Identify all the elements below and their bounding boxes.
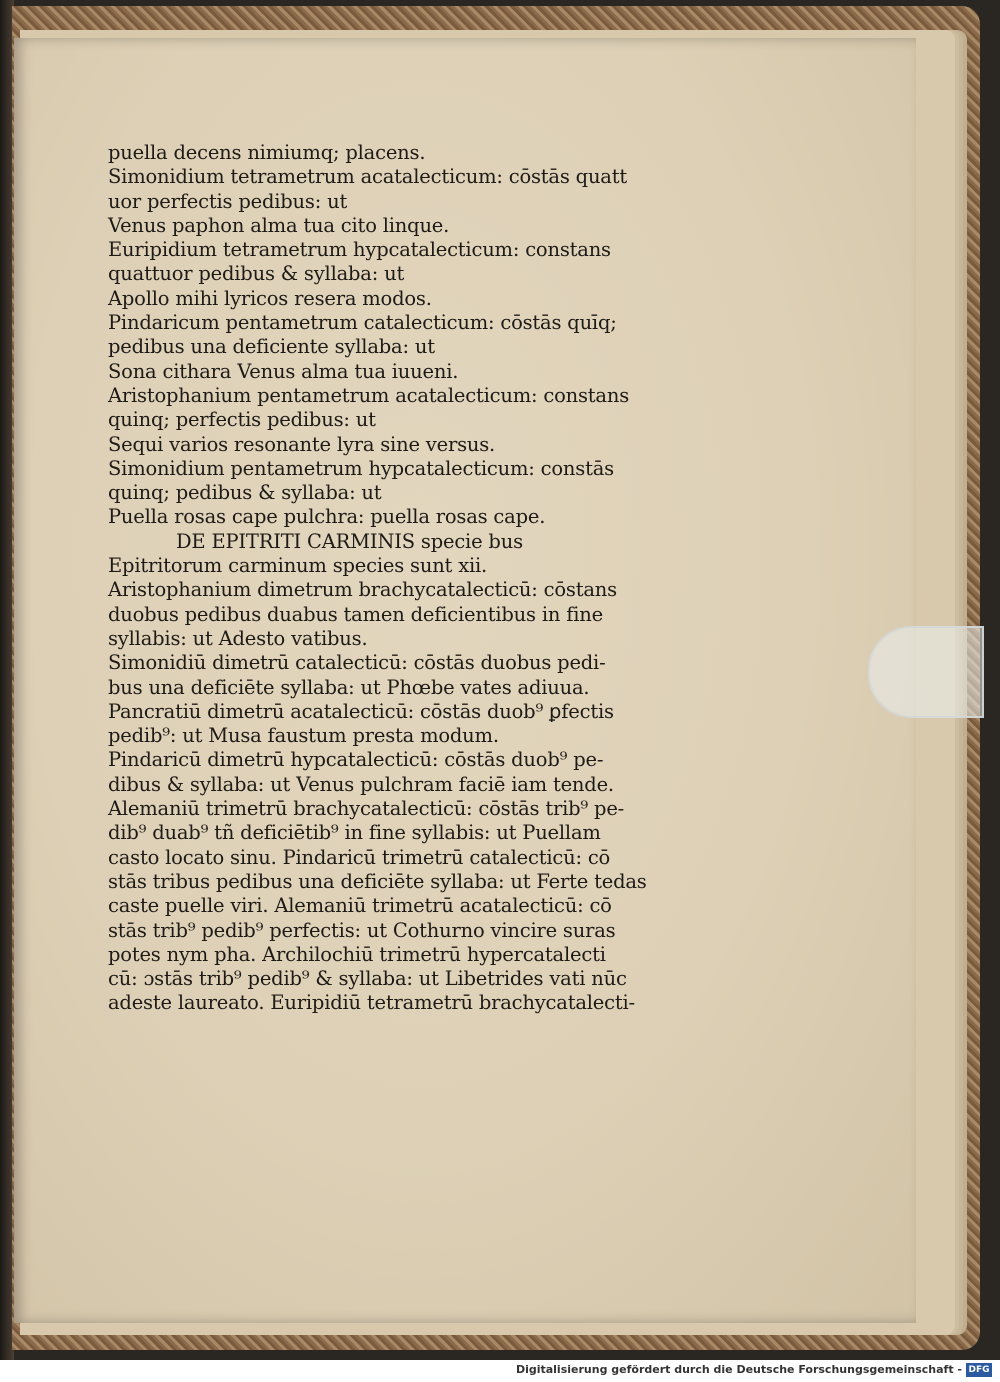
text-line: Epitritorum carminum species sunt xii. bbox=[108, 554, 488, 578]
text-line: Pindaricū dimetrū hypcatalecticū: cōstās duob⁹ pe- bbox=[108, 748, 604, 772]
text-line: quinq; pedibus & syllaba: ut bbox=[108, 481, 382, 505]
text-line: pedibus una deficiente syllaba: ut bbox=[108, 335, 435, 359]
text-line: quinq; perfectis pedibus: ut bbox=[108, 408, 376, 432]
text-line: Euripidium tetrametrum hypcatalecticum: constans bbox=[108, 238, 611, 262]
text-line: Venus paphon alma tua cito linque. bbox=[108, 213, 450, 237]
text-line: Pindaricum pentametrum catalecticum: cōstās quīq; bbox=[108, 311, 617, 335]
text-line: Alemaniū trimetrū brachycatalecticū: cōstās trib⁹ pe- bbox=[108, 797, 625, 821]
page-clip bbox=[868, 626, 984, 718]
text-line: Pancratiū dimetrū acatalecticū: cōstās duob⁹ ꝑfectis bbox=[108, 699, 614, 723]
dfg-logo: DFG bbox=[966, 1363, 992, 1377]
text-line: puella decens nimiumq; placens. bbox=[108, 141, 426, 164]
text-line: dibus & syllaba: ut Venus pulchram faciē iam tende. bbox=[108, 772, 614, 796]
text-line: pedib⁹: ut Musa faustum presta modum. bbox=[108, 724, 499, 748]
text-line: Simonidiū dimetrū catalecticū: cōstās duobus pedi- bbox=[108, 651, 606, 675]
text-line: bus una deficiēte syllaba: ut Phœbe vates adiuua. bbox=[108, 675, 590, 699]
page-text bbox=[108, 141, 698, 1016]
text-line: casto locato sinu. Pindaricū trimetrū catalecticū: cō bbox=[108, 845, 611, 869]
text-line: syllabis: ut Adesto vatibus. bbox=[108, 626, 368, 650]
text-line: Aristophanium dimetrum brachycatalecticū: cōstans bbox=[108, 578, 617, 602]
text-line: Sona cithara Venus alma tua iuueni. bbox=[108, 359, 459, 383]
text-line: dib⁹ duab⁹ tñ deficiētib⁹ in fine syllabis: ut Puellam bbox=[108, 821, 601, 845]
text-line: caste puelle viri. Alemaniū trimetrū acatalecticū: cō bbox=[108, 894, 612, 918]
text-line: quattuor pedibus & syllaba: ut bbox=[108, 262, 405, 286]
footer-bar bbox=[0, 1360, 1000, 1382]
text-line: Aristophanium pentametrum acatalecticum: constans bbox=[108, 383, 630, 407]
text-line: Puella rosas cape pulchra: puella rosas cape. bbox=[108, 505, 546, 529]
text-line: Sequi varios resonante lyra sine versus. bbox=[108, 432, 496, 456]
text-line: Apollo mihi lyricos resera modos. bbox=[108, 286, 432, 310]
text-line: stās tribus pedibus una deficiēte syllaba: ut Ferte tedas bbox=[108, 869, 647, 893]
text-line: duobus pedibus duabus tamen deficientibus in fine bbox=[108, 602, 603, 626]
text-line: Simonidium pentametrum hypcatalecticum: constās bbox=[108, 456, 614, 480]
text-line: stās trib⁹ pedib⁹ perfectis: ut Cothurno vincire suras bbox=[108, 918, 616, 942]
funding-credit: Digitalisierung gefördert durch die Deutsche Forschungsgemeinschaft - bbox=[515, 1363, 962, 1376]
text-line: cū: ɔstās trib⁹ pedib⁹ & syllaba: ut Libetrides vati nūc bbox=[108, 967, 627, 991]
text-line: adeste laureato. Euripidiū tetrametrū brachycatalecti- bbox=[108, 991, 635, 1015]
text-line: potes nym pha. Archilochiū trimetrū hypercatalecti bbox=[108, 942, 606, 966]
text-line: Simonidium tetrametrum acatalecticum: cōstās quatt bbox=[108, 165, 628, 189]
text-line: uor perfectis pedibus: ut bbox=[108, 189, 348, 213]
section-heading: DE EPITRITI CARMINIS specie bus bbox=[176, 529, 523, 553]
